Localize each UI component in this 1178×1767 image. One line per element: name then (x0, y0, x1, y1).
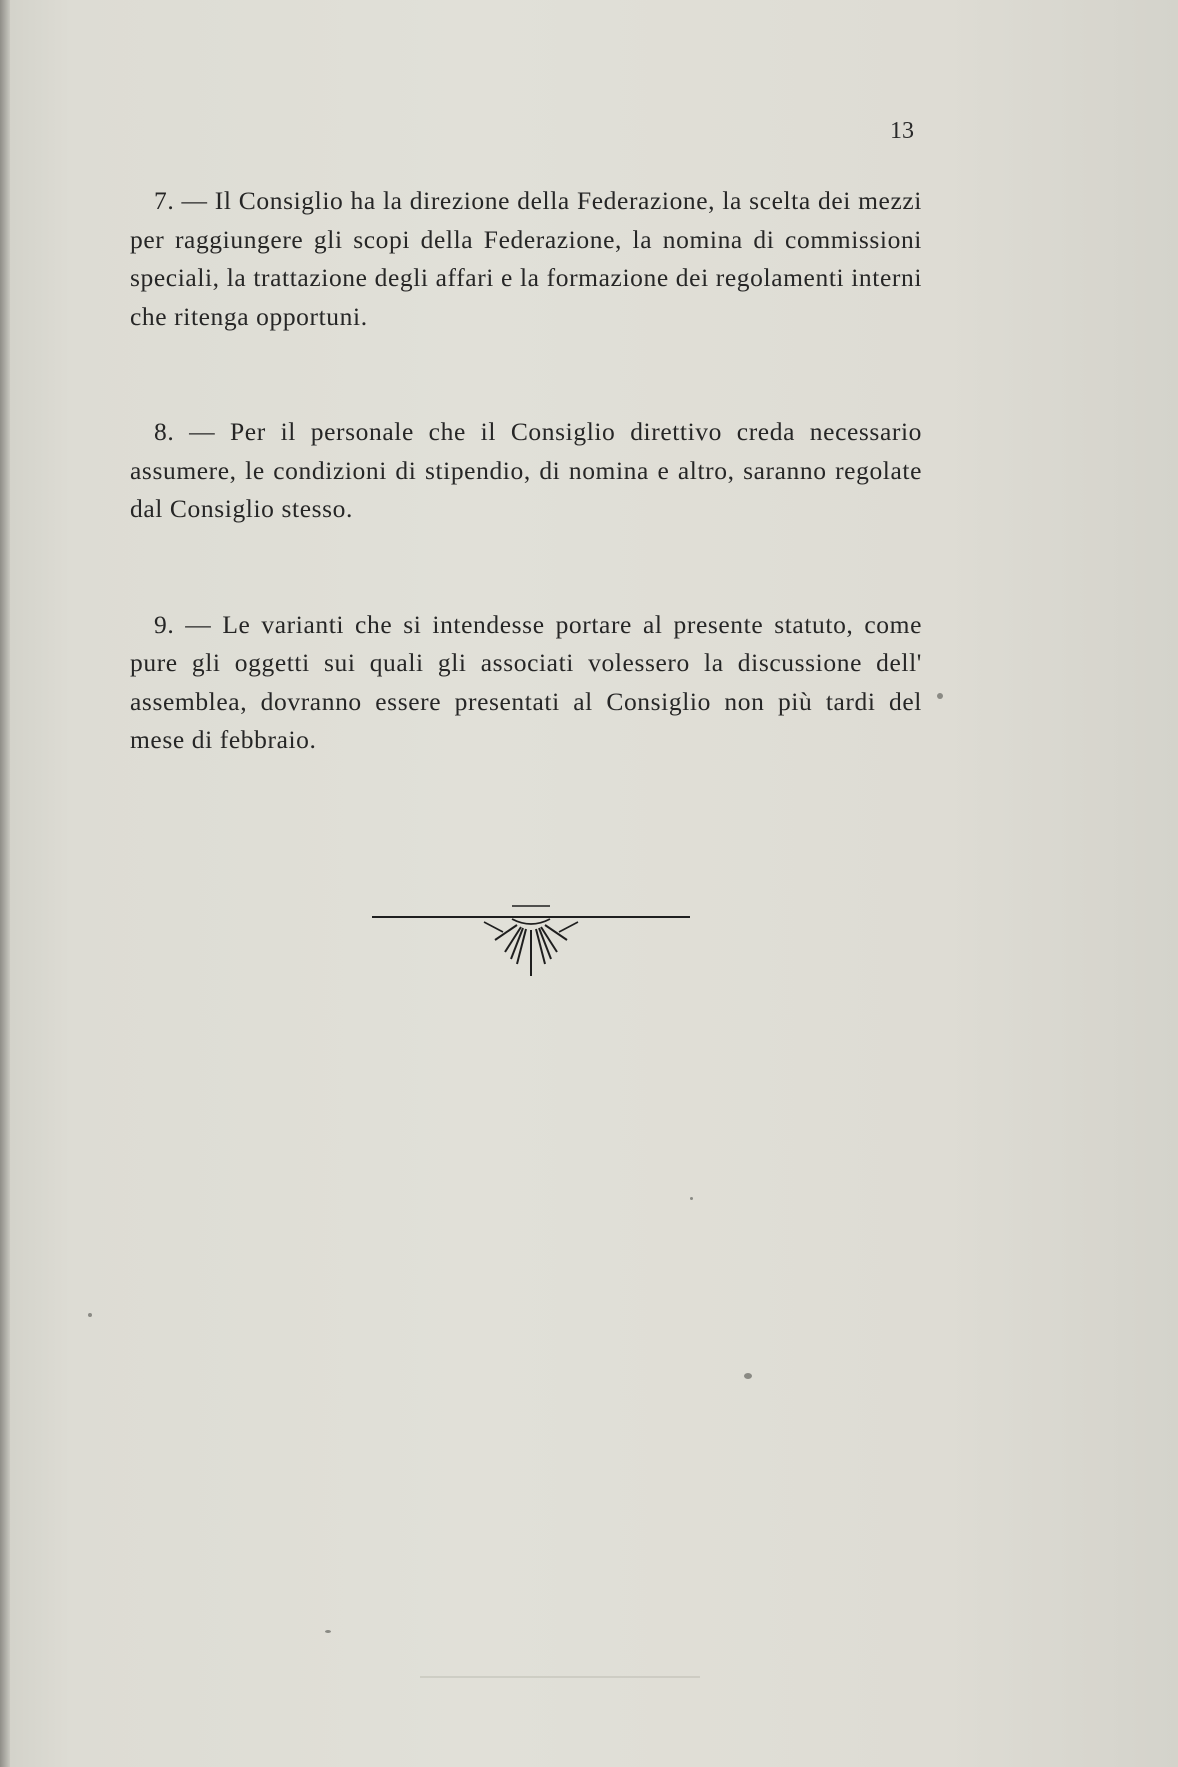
paper-speck (88, 1313, 92, 1317)
paper-speck (744, 1373, 752, 1379)
article-9: 9. — Le varianti che si intendesse portare al presente statuto, come pure gli oggetti sui quali gli associati volessero la discussione dell' assemblea, dovranno essere presentati al Consiglio non più tardi del mese di febbraio. (130, 609, 922, 754)
statute-text (130, 182, 922, 837)
paper-speck (690, 1197, 693, 1200)
article-8: 8. — Per il personale che il Consiglio direttivo creda necessario assumere, le condizioni di stipendio, di nomina e altro, saranno regolate dal Consiglio stesso. (130, 417, 922, 523)
paper-crease (420, 1676, 700, 1678)
page-number: 13 (890, 118, 914, 144)
paper-speck (325, 1630, 331, 1633)
fleuron-sunburst-icon (372, 902, 690, 978)
paper-speck (937, 693, 943, 699)
binding-edge (0, 0, 10, 1767)
article-7: 7. — Il Consiglio ha la direzione della Federazione, la scelta dei mezzi per raggiungere gli scopi della Federazione, la nomina di commissioni speciali, la trattazione degli affari e la formazione dei regolamenti interni che ritenga opportuni. (130, 186, 922, 331)
